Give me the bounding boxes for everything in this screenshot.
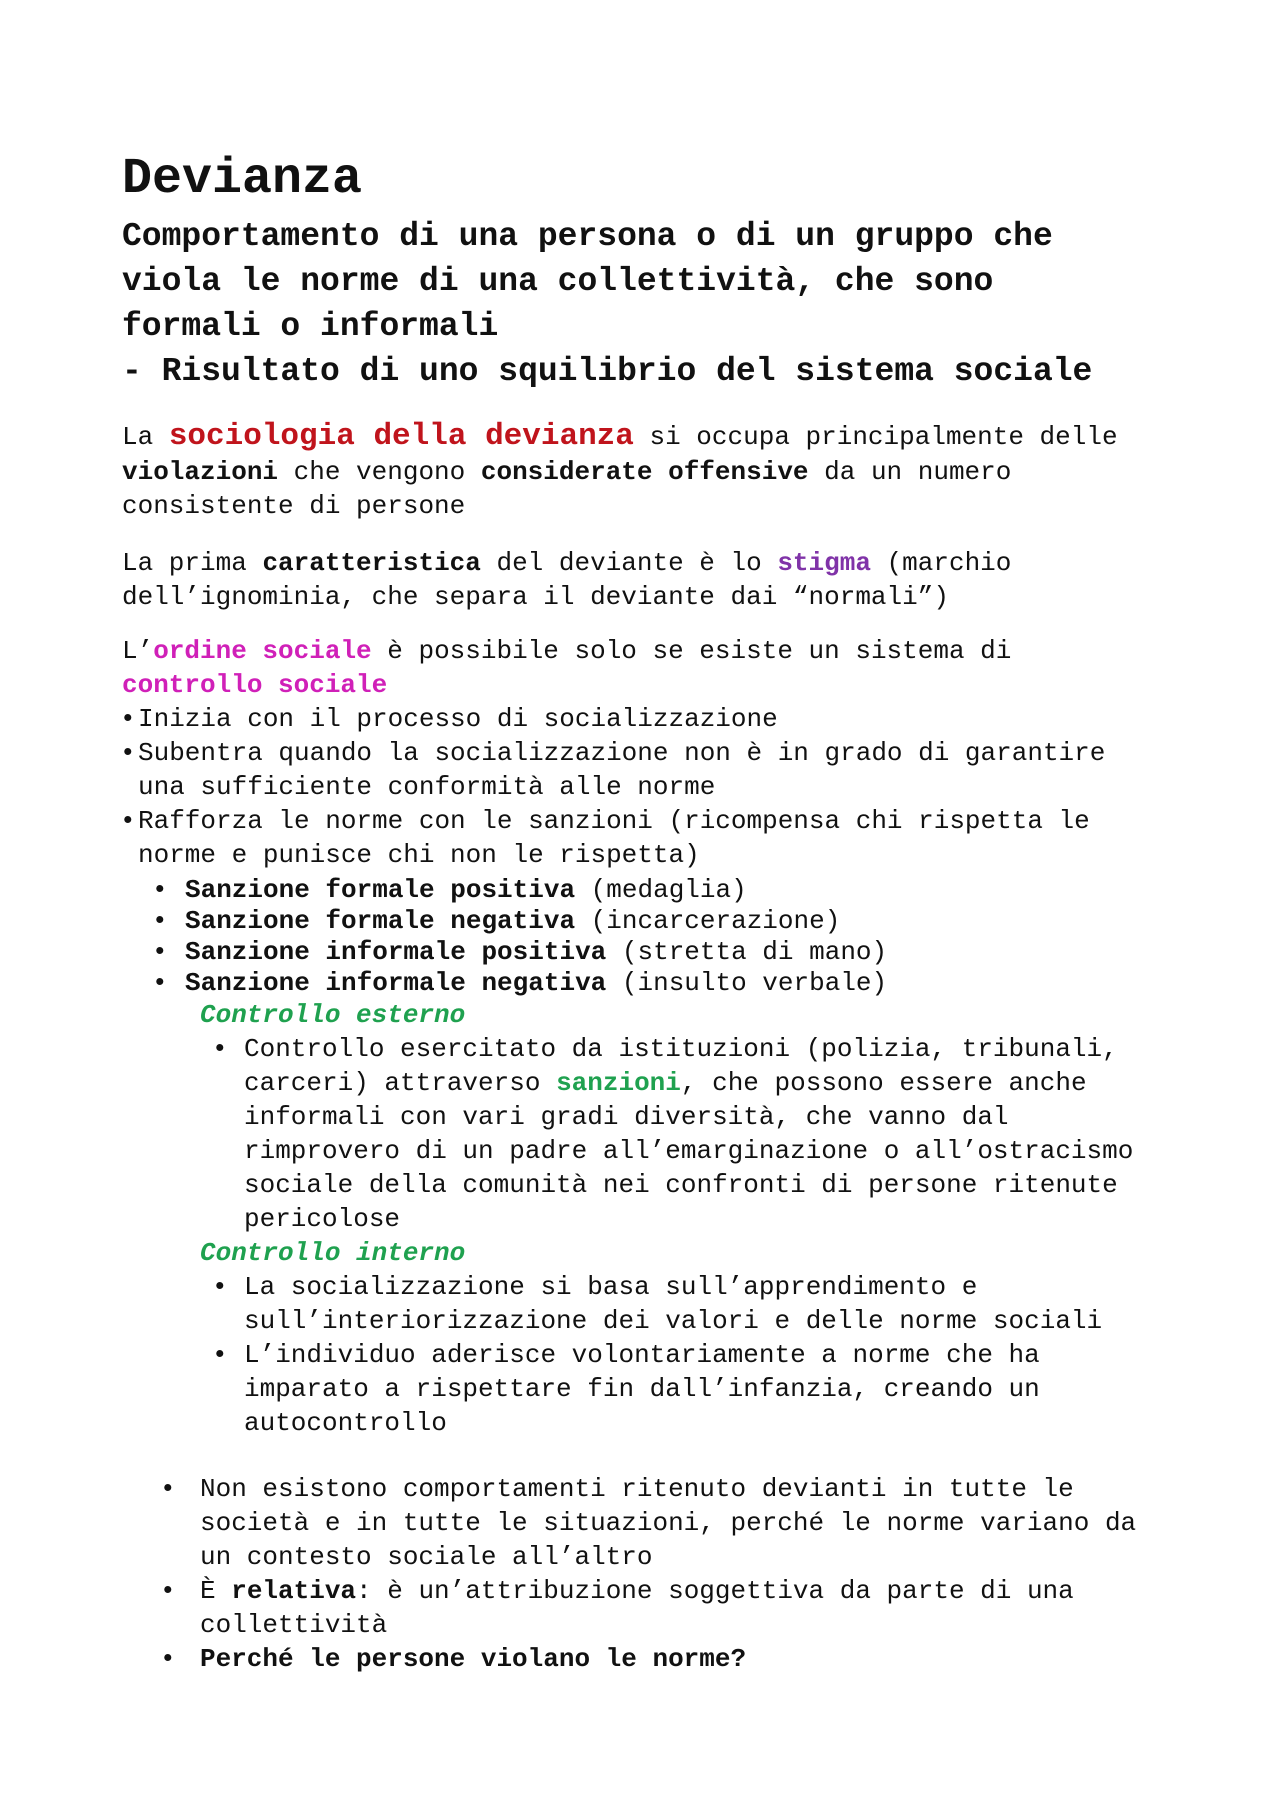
paragraph-line (122, 420, 1118, 454)
text: La prima (122, 548, 263, 578)
bullet-icon: • (160, 1474, 176, 1504)
paragraph-line (122, 634, 1011, 668)
bold-text: Sanzione formale negativa (185, 906, 576, 936)
text: , che possono essere anche (680, 1068, 1087, 1098)
text: da un numero (808, 457, 1012, 487)
text: del deviante è lo (480, 548, 778, 578)
text: La (122, 422, 169, 452)
list-item: Subentra quando la socializzazione non è in grado di garantire (138, 738, 1106, 768)
text: (stretta di mano) (606, 937, 888, 967)
highlight-sociologia: sociologia della devianza (168, 419, 634, 454)
bullet-icon: • (120, 704, 136, 734)
bullet-icon: • (160, 1576, 176, 1606)
text: (marchio (870, 548, 1012, 578)
list-item (185, 966, 887, 1000)
bold-text: Sanzione informale positiva (185, 937, 607, 967)
list-item: sociale della comunità nei confronti di persone ritenute (244, 1170, 1118, 1200)
bullet-icon: • (212, 1034, 228, 1064)
page-title: Devianza (122, 151, 363, 208)
text: (medaglia) (575, 875, 747, 905)
section-heading-esterno: Controllo esterno (200, 1000, 466, 1030)
list-item: informali con vari gradi diversità, che vanno dal (244, 1102, 1009, 1132)
list-item: La socializzazione si basa sull’apprendimento e (244, 1272, 978, 1302)
bold-text: considerate offensive (480, 457, 809, 487)
subtitle-line: Comportamento di una persona o di un gruppo che (122, 218, 1053, 255)
list-item: Rafforza le norme con le sanzioni (ricompensa chi rispetta le (138, 806, 1090, 836)
subtitle-line: - Risultato di uno squilibrio del sistema sociale (122, 353, 1093, 390)
highlight-controllo-sociale: controllo sociale (122, 670, 388, 700)
bullet-icon: • (120, 806, 136, 836)
list-item (244, 1066, 1087, 1100)
bold-text: relativa (231, 1576, 357, 1606)
subtitle-line: formali o informali (122, 308, 499, 345)
list-item: Non esistono comportamenti ritenuto devianti in tutte le (200, 1474, 1074, 1504)
text: (insulto verbale) (606, 968, 888, 998)
list-item: L’individuo aderisce volontariamente a norme che ha (244, 1340, 1040, 1370)
bullet-icon: • (160, 1644, 176, 1674)
bullet-icon: • (152, 875, 168, 905)
text: che vengono (278, 457, 481, 487)
list-item: Controllo esercitato da istituzioni (polizia, tribunali, (244, 1034, 1118, 1064)
list-item: Inizia con il processo di socializzazione (138, 704, 778, 734)
list-item: società e in tutte le situazioni, perché le norme variano da (200, 1508, 1137, 1538)
list-item (200, 1574, 1074, 1608)
list-item: autocontrollo (244, 1408, 447, 1438)
paragraph-line: dell’ignominia, che separa il deviante dai “normali”) (122, 582, 949, 612)
subtitle-line: viola le norme di una collettività, che sono (122, 263, 994, 300)
paragraph-line (122, 668, 387, 702)
bullet-icon: • (152, 937, 168, 967)
bullet-icon: • (212, 1340, 228, 1370)
list-item (185, 904, 840, 938)
list-item: Perché le persone violano le norme? (200, 1644, 747, 1674)
list-item: una sufficiente conformità alle norme (138, 772, 716, 802)
bullet-icon: • (212, 1272, 228, 1302)
paragraph-line: consistente di persone (122, 491, 466, 521)
paragraph-line (122, 546, 1011, 580)
section-heading-interno: Controllo interno (200, 1238, 466, 1268)
list-item (185, 935, 887, 969)
text: È (200, 1576, 232, 1606)
highlight-ordine-sociale: ordine sociale (153, 636, 372, 666)
text: è possibile solo se esiste un sistema di (371, 636, 1012, 666)
bullet-icon: • (120, 738, 136, 768)
list-item: norme e punisce chi non le rispetta) (138, 840, 700, 870)
highlight-stigma: stigma (777, 548, 871, 578)
text: : è un’attribuzione soggettiva da parte di una (356, 1576, 1074, 1606)
list-item: rimprovero di un padre all’emarginazione o all’ostracismo (244, 1136, 1134, 1166)
text: L’ (122, 636, 154, 666)
text: (incarcerazione) (575, 906, 841, 936)
bullet-icon: • (152, 906, 168, 936)
text: si occupa principalmente delle (633, 422, 1118, 452)
bold-text: caratteristica (262, 548, 481, 578)
bold-text: Sanzione informale negativa (185, 968, 607, 998)
list-item: collettività (200, 1610, 388, 1640)
highlight-sanzioni: sanzioni (556, 1068, 681, 1098)
bold-text: Sanzione formale positiva (185, 875, 576, 905)
paragraph-line (122, 455, 1011, 489)
list-item: imparato a rispettare fin dall’infanzia, creando un (244, 1374, 1040, 1404)
bullet-icon: • (152, 968, 168, 998)
bold-text: violazioni (122, 457, 279, 487)
list-item: sull’interiorizzazione dei valori e delle norme sociali (244, 1306, 1103, 1336)
text: carceri) attraverso (244, 1068, 557, 1098)
list-item (185, 873, 747, 907)
list-item: pericolose (244, 1204, 401, 1234)
list-item: un contesto sociale all’altro (200, 1542, 653, 1572)
